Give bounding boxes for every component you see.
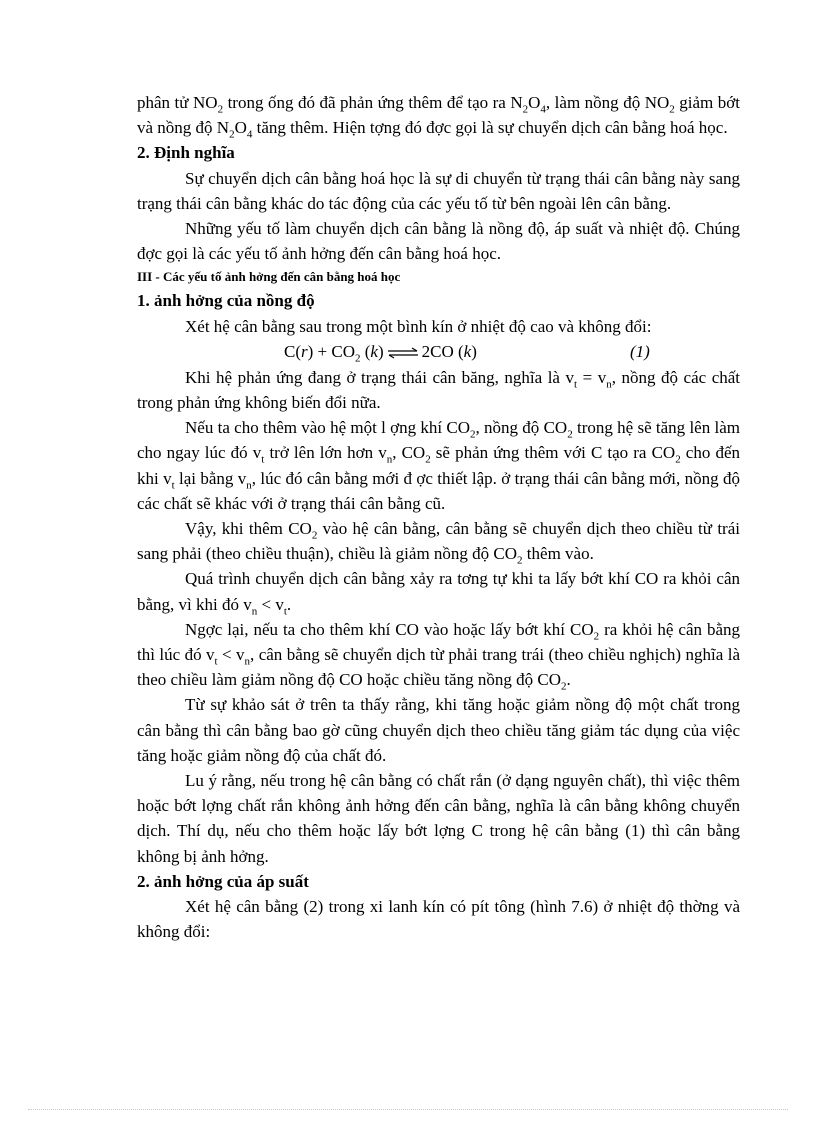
paragraph-factors: Những yếu tố làm chuyển dịch cân bằng là nồng độ, áp suất và nhiệt độ. Chúng đợc gọi là các yếu tố ảnh hởng đến cân bằng hoá học. [137, 219, 740, 264]
paragraph-conclusion-co2: Vậy, khi thêm $CO_2$ vào hệ cân bằng, cân bằng sẽ chuyển dịch theo chiều từ trái sang phải (theo chiều thuận), chiều là giảm nồng độ $CO_2$ thêm vào. [137, 519, 740, 567]
paragraph-survey-conclusion: Từ sự khảo sát ở trên ta thấy rằng, khi tăng hoặc giảm nồng độ một chất trong cân bằng thì cân bằng bao gờ cũng chuyển dịch theo chiều tăng giảm tác dụng của việc tăng hoặc giảm nồng độ của chất đó. [137, 695, 740, 765]
heading-definition: 2. Định nghĩa [137, 143, 235, 163]
document-page [137, 90, 740, 945]
equilibrium-arrow-icon [387, 347, 419, 359]
paragraph-consider-system: Xét hệ cân bằng sau trong một bình kín ở nhiệt độ cao và không đổi: [185, 316, 652, 336]
heading-concentration: 1. ảnh hởng của nồng độ [137, 291, 315, 311]
paragraph-add-co2: Nếu ta cho thêm vào hệ một l ợng khí $CO_2$, nồng độ $CO_2$ trong hệ sẽ tăng lên làm cho ngay lúc đó $v_t$ trở lên lớn hơn $v_n$, $CO_2$ sẽ phản ứng thêm với C tạo ra $CO_2$ cho đến khi $v_t$ lại bằng $v_n$, lúc đó cân bằng mới đ ợc thiết lập. ở trạng thái cân bằng mới, nồng độ các chất sẽ khác với ở trạng thái cân bằng cũ. [137, 418, 741, 513]
equation-body: $C(r) + CO_2$ (k) 2CO (k) [284, 341, 477, 365]
paragraph-intro: phân tử $NO_2$ trong ống đó đã phản ứng thêm để tạo ra $N_2O_4$, làm nồng độ $NO_2$ giảm bớt và nồng độ $N_2O_4$ tăng thêm. Hiện tợng đó đợc gọi là sự chuyển dịch cân bằng hoá học. [137, 93, 740, 141]
heading-section-iii: III - Các yếu tố ảnh hởng đến cân bằng hoá học [137, 269, 401, 285]
paragraph-pressure-system: Xét hệ cân bằng (2) trong xi lanh kín có pít tông (hình 7.6) ở nhiệt độ thờng và không đổi: [137, 897, 740, 942]
paragraph-remove-co: Quá trình chuyển dịch cân bằng xảy ra tơng tự khi ta lấy bớt khí CO ra khỏi cân bằng, vì khi đó $v_n < v_t$. [137, 569, 740, 618]
paragraph-definition: Sự chuyển dịch cân bằng hoá học là sự di chuyển từ trạng thái cân bằng này sang trạng thái cân bằng khác do tác động của các yếu tố từ bên ngoài lên cân bằng. [137, 168, 740, 213]
page-bottom-divider [28, 1109, 788, 1110]
equation-number: (1) [630, 341, 650, 361]
chemical-equation-1 [137, 339, 740, 365]
paragraph-solid-note: Lu ý rằng, nếu trong hệ cân bằng có chất rắn (ở dạng nguyên chất), thì việc thêm hoặc bớt lợng chất rắn không ảnh hởng đến cân bằng, nghĩa là cân bằng không chuyển dịch. Thí dụ, nếu cho thêm hoặc lấy bớt lợng C trong hệ cân bằng (1) thì cân bằng không bị ảnh hởng. [137, 771, 740, 866]
heading-pressure: 2. ảnh hởng của áp suất [137, 871, 309, 891]
paragraph-equilibrium-state: Khi hệ phản ứng đang ở trạng thái cân băng, nghĩa là $v_t = v_n$, nồng độ các chất trong phản ứng không biến đổi nữa. [137, 367, 741, 413]
paragraph-reverse-shift: Ngợc lại, nếu ta cho thêm khí CO vào hoặc lấy bớt khí $CO_2$ ra khỏi hệ cân bằng thì lúc đó $v_t < v_n$, cân bằng sẽ chuyển dịch từ phải trang trái (theo chiều nghịch) nghĩa là theo chiều làm giảm nồng độ CO hoặc chiều tăng nồng độ $CO_2$. [137, 619, 740, 693]
